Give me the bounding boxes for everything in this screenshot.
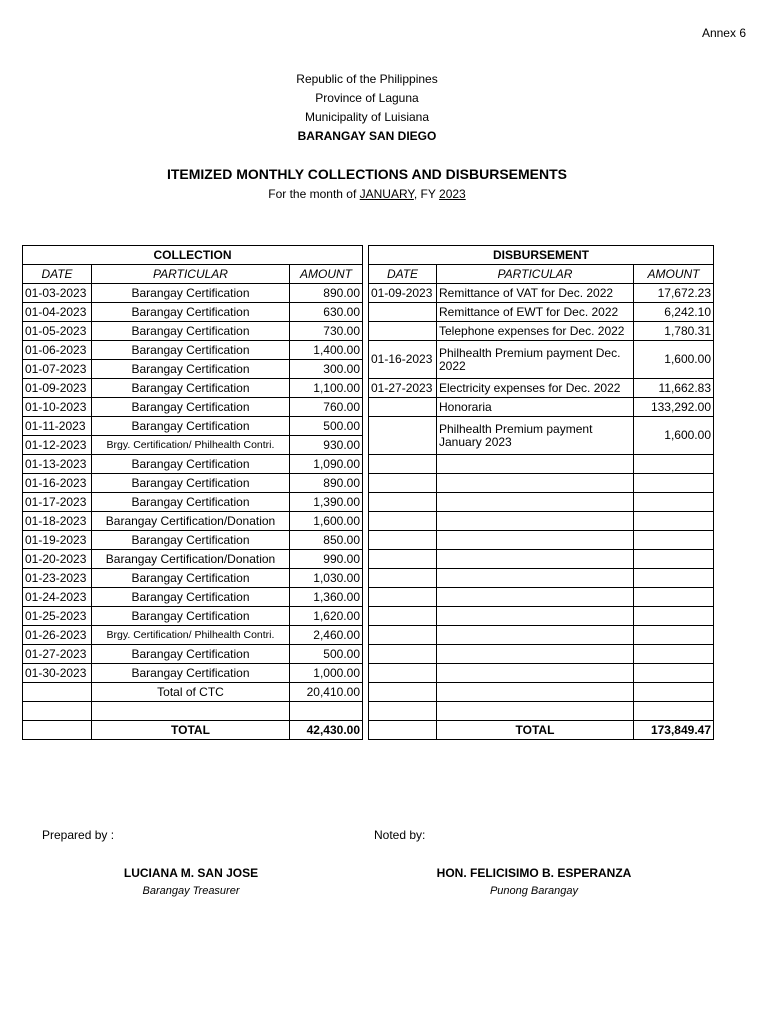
disbursement-particular: Remittance of EWT for Dec. 2022 — [437, 303, 634, 322]
period-prefix: For the month of — [268, 187, 357, 201]
period-year: 2023 — [439, 187, 466, 201]
empty-cell — [369, 721, 437, 740]
collection-amount: 500.00 — [290, 417, 363, 436]
collection-amount: 1,400.00 — [290, 341, 363, 360]
disbursement-particular-header: PARTICULAR — [437, 265, 634, 284]
collection-particular: Barangay Certification — [92, 455, 290, 474]
collection-date: 01-17-2023 — [23, 493, 92, 512]
grand-total-row — [23, 721, 714, 740]
table-row — [23, 322, 714, 341]
collection-amount: 850.00 — [290, 531, 363, 550]
disbursement-empty-cell — [437, 683, 634, 702]
disbursement-amount: 6,242.10 — [634, 303, 714, 322]
disbursement-date — [369, 417, 437, 455]
table-row — [23, 341, 714, 360]
collection-date: 01-10-2023 — [23, 398, 92, 417]
disbursement-date — [369, 322, 437, 341]
table-row — [23, 417, 714, 436]
preparer-name: LUCIANA M. SAN JOSE — [123, 866, 259, 880]
collection-date: 01-04-2023 — [23, 303, 92, 322]
collection-particular: Barangay Certification — [92, 398, 290, 417]
disbursement-empty-cell — [634, 455, 714, 474]
table-row — [23, 588, 714, 607]
empty-cell — [23, 721, 92, 740]
blank-row — [23, 702, 714, 721]
collection-amount: 1,030.00 — [290, 569, 363, 588]
collection-amount: 2,460.00 — [290, 626, 363, 645]
collection-date-header: DATE — [23, 265, 92, 284]
collection-date: 01-23-2023 — [23, 569, 92, 588]
disbursement-particular: Honoraria — [437, 398, 634, 417]
disbursement-empty-cell — [369, 474, 437, 493]
disbursement-date — [369, 398, 437, 417]
disbursement-empty-cell — [634, 531, 714, 550]
collection-amount: 300.00 — [290, 360, 363, 379]
collection-amount: 500.00 — [290, 645, 363, 664]
collection-amount: 890.00 — [290, 284, 363, 303]
collection-particular: Barangay Certification — [92, 379, 290, 398]
disbursement-empty-cell — [437, 512, 634, 531]
empty-cell — [437, 702, 634, 721]
ctc-total-row — [23, 683, 714, 702]
disbursement-particular: Electricity expenses for Dec. 2022 — [437, 379, 634, 398]
disbursement-empty-cell — [634, 512, 714, 531]
collection-total-label: TOTAL — [92, 721, 290, 740]
table-row — [23, 474, 714, 493]
disbursement-empty-cell — [634, 607, 714, 626]
collection-particular-header: PARTICULAR — [92, 265, 290, 284]
disbursement-empty-cell — [634, 645, 714, 664]
collection-date: 01-18-2023 — [23, 512, 92, 531]
collection-date: 01-11-2023 — [23, 417, 92, 436]
collection-particular: Barangay Certification — [92, 569, 290, 588]
table-row — [23, 569, 714, 588]
collection-date: 01-12-2023 — [23, 436, 92, 455]
ctc-total-label: Total of CTC — [92, 683, 290, 702]
noter-name: HON. FELICISIMO B. ESPERANZA — [436, 866, 632, 880]
header-country: Republic of the Philippines — [296, 72, 438, 86]
header-barangay: BARANGAY SAN DIEGO — [297, 129, 437, 143]
collection-amount: 930.00 — [290, 436, 363, 455]
empty-cell — [92, 702, 290, 721]
collection-amount: 1,090.00 — [290, 455, 363, 474]
table-row — [23, 379, 714, 398]
disbursement-empty-cell — [437, 588, 634, 607]
disbursement-heading: DISBURSEMENT — [369, 246, 714, 265]
disbursement-date-header: DATE — [369, 265, 437, 284]
collection-amount: 1,390.00 — [290, 493, 363, 512]
page-title: ITEMIZED MONTHLY COLLECTIONS AND DISBURSEMENTS — [166, 166, 568, 182]
ctc-total-amount: 20,410.00 — [290, 683, 363, 702]
disbursement-empty-cell — [437, 474, 634, 493]
collection-particular: Barangay Certification — [92, 607, 290, 626]
collection-particular: Barangay Certification — [92, 341, 290, 360]
disbursement-empty-cell — [634, 626, 714, 645]
period-month: JANUARY — [359, 187, 414, 201]
collection-particular: Barangay Certification — [92, 303, 290, 322]
period-fy-label: , FY — [413, 187, 436, 201]
table-row — [23, 493, 714, 512]
collection-particular: Barangay Certification — [92, 531, 290, 550]
disbursement-date: 01-16-2023 — [369, 341, 437, 379]
header-municipality: Municipality of Luisiana — [304, 110, 430, 124]
report-period — [0, 187, 734, 201]
collection-particular: Brgy. Certification/ Philhealth Contri. — [92, 626, 290, 645]
disbursement-empty-cell — [369, 531, 437, 550]
collection-particular: Barangay Certification — [92, 493, 290, 512]
collection-date: 01-26-2023 — [23, 626, 92, 645]
disbursement-particular: Telephone expenses for Dec. 2022 — [437, 322, 634, 341]
table-row — [23, 626, 714, 645]
disbursement-empty-cell — [437, 550, 634, 569]
disbursement-empty-cell — [634, 550, 714, 569]
collection-amount: 1,600.00 — [290, 512, 363, 531]
table-row — [23, 512, 714, 531]
disbursement-empty-cell — [369, 588, 437, 607]
disbursement-amount: 17,672.23 — [634, 284, 714, 303]
collection-date: 01-09-2023 — [23, 379, 92, 398]
collection-date: 01-03-2023 — [23, 284, 92, 303]
collection-particular: Barangay Certification — [92, 417, 290, 436]
collection-amount: 890.00 — [290, 474, 363, 493]
empty-cell — [290, 702, 363, 721]
disbursement-empty-cell — [634, 474, 714, 493]
collection-amount-header: AMOUNT — [290, 265, 363, 284]
disbursement-empty-cell — [369, 550, 437, 569]
disbursement-empty-cell — [437, 455, 634, 474]
collection-amount: 1,000.00 — [290, 664, 363, 683]
disbursement-empty-cell — [437, 645, 634, 664]
noted-by-label: Noted by: — [374, 828, 426, 842]
collection-particular: Barangay Certification — [92, 284, 290, 303]
table-row — [23, 284, 714, 303]
collection-amount: 730.00 — [290, 322, 363, 341]
preparer-role: Barangay Treasurer — [142, 885, 240, 897]
empty-cell — [23, 702, 92, 721]
disbursement-empty-cell — [369, 626, 437, 645]
disbursement-particular: Remittance of VAT for Dec. 2022 — [437, 284, 634, 303]
disbursement-empty-cell — [437, 569, 634, 588]
disbursement-empty-cell — [634, 664, 714, 683]
collection-amount: 990.00 — [290, 550, 363, 569]
collections-disbursements-table — [22, 245, 714, 740]
collection-date: 01-07-2023 — [23, 360, 92, 379]
column-divider — [363, 436, 369, 455]
noter-role: Punong Barangay — [489, 885, 579, 897]
table-row — [23, 664, 714, 683]
disbursement-empty-cell — [634, 588, 714, 607]
collection-total-amount: 42,430.00 — [290, 721, 363, 740]
collection-amount: 1,100.00 — [290, 379, 363, 398]
table-row — [23, 303, 714, 322]
disbursement-date: 01-09-2023 — [369, 284, 437, 303]
disbursement-empty-cell — [369, 493, 437, 512]
disbursement-amount: 133,292.00 — [634, 398, 714, 417]
disbursement-amount: 1,600.00 — [634, 417, 714, 455]
disbursement-amount: 1,600.00 — [634, 341, 714, 379]
table-row — [23, 398, 714, 417]
table-row — [23, 550, 714, 569]
table-row — [23, 531, 714, 550]
collection-particular: Brgy. Certification/ Philhealth Contri. — [92, 436, 290, 455]
disbursement-total-amount: 173,849.47 — [634, 721, 714, 740]
collection-date: 01-27-2023 — [23, 645, 92, 664]
annex-label: Annex 6 — [701, 26, 746, 40]
empty-cell — [23, 683, 92, 702]
disbursement-empty-cell — [369, 607, 437, 626]
disbursement-empty-cell — [369, 455, 437, 474]
collection-date: 01-19-2023 — [23, 531, 92, 550]
collection-particular: Barangay Certification — [92, 474, 290, 493]
table-row — [23, 645, 714, 664]
disbursement-empty-cell — [634, 493, 714, 512]
collection-date: 01-30-2023 — [23, 664, 92, 683]
collection-date: 01-06-2023 — [23, 341, 92, 360]
disbursement-amount-header: AMOUNT — [634, 265, 714, 284]
disbursement-empty-cell — [369, 512, 437, 531]
column-header-row — [23, 265, 714, 284]
document-header — [0, 70, 734, 146]
empty-cell — [634, 702, 714, 721]
header-province: Province of Laguna — [315, 91, 419, 105]
disbursement-empty-cell — [369, 664, 437, 683]
collection-date: 01-20-2023 — [23, 550, 92, 569]
disbursement-amount: 1,780.31 — [634, 322, 714, 341]
collection-date: 01-05-2023 — [23, 322, 92, 341]
disbursement-particular: Philhealth Premium payment January 2023 — [437, 417, 634, 455]
disbursement-empty-cell — [437, 531, 634, 550]
collection-amount: 630.00 — [290, 303, 363, 322]
disbursement-empty-cell — [437, 664, 634, 683]
collection-particular: Barangay Certification — [92, 360, 290, 379]
disbursement-date — [369, 303, 437, 322]
collection-date: 01-25-2023 — [23, 607, 92, 626]
collection-heading: COLLECTION — [23, 246, 363, 265]
empty-cell — [369, 702, 437, 721]
collection-particular: Barangay Certification/Donation — [92, 512, 290, 531]
disbursement-empty-cell — [437, 626, 634, 645]
table-row — [23, 455, 714, 474]
disbursement-empty-cell — [369, 645, 437, 664]
disbursement-amount: 11,662.83 — [634, 379, 714, 398]
disbursement-empty-cell — [437, 607, 634, 626]
collection-particular: Barangay Certification/Donation — [92, 550, 290, 569]
collection-amount: 1,360.00 — [290, 588, 363, 607]
disbursement-empty-cell — [369, 683, 437, 702]
disbursement-empty-cell — [437, 493, 634, 512]
collection-particular: Barangay Certification — [92, 588, 290, 607]
collection-particular: Barangay Certification — [92, 664, 290, 683]
collection-amount: 1,620.00 — [290, 607, 363, 626]
column-divider — [363, 360, 369, 379]
disbursement-empty-cell — [634, 569, 714, 588]
disbursement-total-label: TOTAL — [437, 721, 634, 740]
prepared-by-label: Prepared by : — [42, 828, 115, 842]
collection-particular: Barangay Certification — [92, 322, 290, 341]
table-row — [23, 607, 714, 626]
section-heading-row — [23, 246, 714, 265]
collection-date: 01-13-2023 — [23, 455, 92, 474]
collection-date: 01-16-2023 — [23, 474, 92, 493]
disbursement-particular: Philhealth Premium payment Dec. 2022 — [437, 341, 634, 379]
collection-date: 01-24-2023 — [23, 588, 92, 607]
disbursement-date: 01-27-2023 — [369, 379, 437, 398]
disbursement-empty-cell — [369, 569, 437, 588]
disbursement-empty-cell — [634, 683, 714, 702]
collection-particular: Barangay Certification — [92, 645, 290, 664]
collection-amount: 760.00 — [290, 398, 363, 417]
